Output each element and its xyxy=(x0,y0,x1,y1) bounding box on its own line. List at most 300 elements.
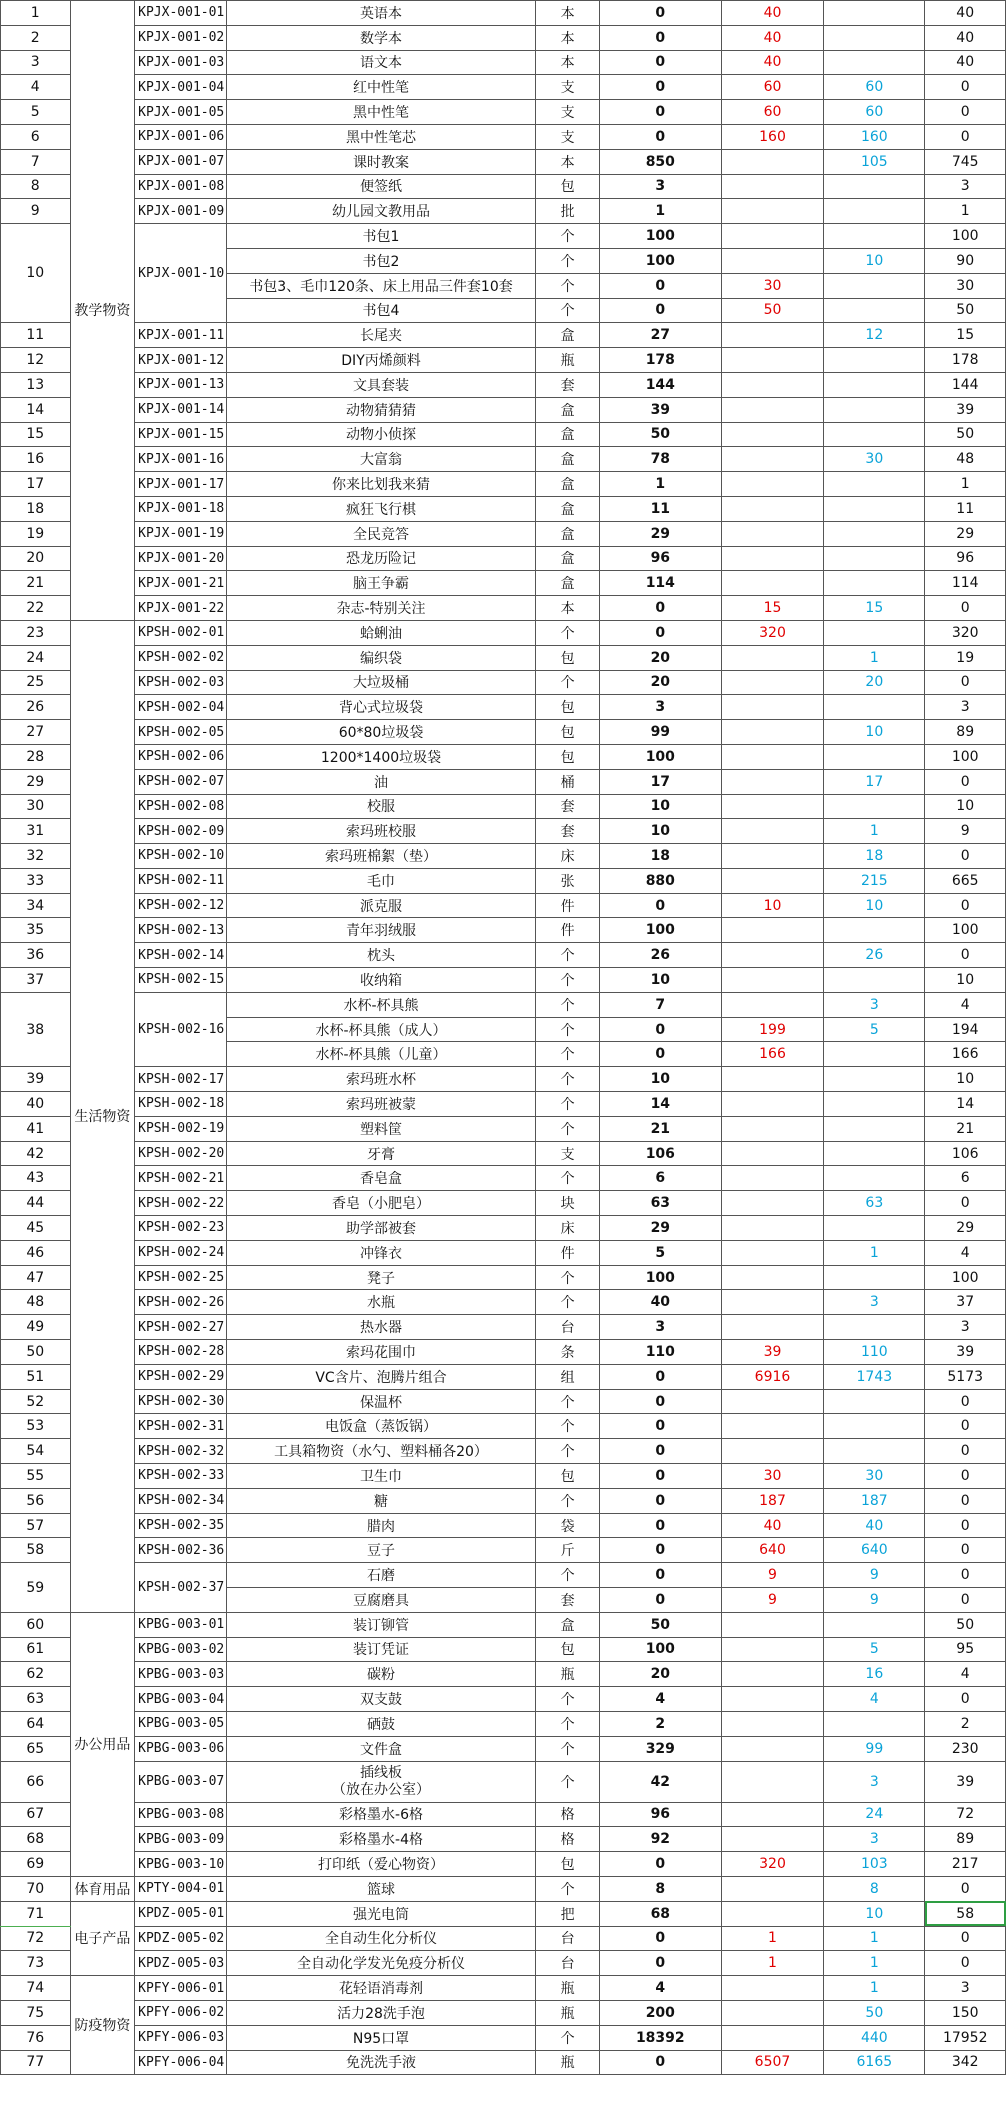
cell-inbound[interactable] xyxy=(721,397,823,422)
cell-seq-no[interactable]: 44 xyxy=(1,1191,71,1216)
cell-seq-no[interactable]: 40 xyxy=(1,1092,71,1117)
cell-balance[interactable]: 178 xyxy=(925,348,1006,373)
cell-opening-stock[interactable]: 0 xyxy=(599,298,721,323)
cell-item-name[interactable]: 索玛班校服 xyxy=(226,819,536,844)
cell-unit[interactable]: 个 xyxy=(536,943,599,968)
cell-seq-no[interactable]: 52 xyxy=(1,1389,71,1414)
cell-unit[interactable]: 个 xyxy=(536,224,599,249)
cell-inbound[interactable] xyxy=(721,199,823,224)
cell-inbound[interactable] xyxy=(721,447,823,472)
cell-item-name[interactable]: 豆子 xyxy=(226,1538,536,1563)
cell-opening-stock[interactable]: 0 xyxy=(599,1852,721,1877)
cell-opening-stock[interactable]: 5 xyxy=(599,1240,721,1265)
cell-item-name[interactable]: 恐龙历险记 xyxy=(226,546,536,571)
cell-inbound[interactable] xyxy=(721,1141,823,1166)
cell-inbound[interactable]: 60 xyxy=(721,75,823,100)
cell-balance[interactable]: 0 xyxy=(925,1588,1006,1613)
cell-outbound[interactable]: 50 xyxy=(824,2000,925,2025)
cell-item-name[interactable]: 脑王争霸 xyxy=(226,571,536,596)
cell-inbound[interactable] xyxy=(721,1290,823,1315)
cell-item-code[interactable]: KPSH-002-03 xyxy=(135,670,226,695)
cell-opening-stock[interactable]: 0 xyxy=(599,1926,721,1951)
cell-inbound[interactable] xyxy=(721,868,823,893)
cell-unit[interactable]: 台 xyxy=(536,1926,599,1951)
cell-opening-stock[interactable]: 200 xyxy=(599,2000,721,2025)
cell-seq-no[interactable]: 53 xyxy=(1,1414,71,1439)
cell-item-name[interactable]: 便签纸 xyxy=(226,174,536,199)
cell-seq-no[interactable]: 12 xyxy=(1,348,71,373)
cell-item-name[interactable]: 1200*1400垃圾袋 xyxy=(226,744,536,769)
cell-outbound[interactable] xyxy=(824,794,925,819)
cell-opening-stock[interactable]: 0 xyxy=(599,1513,721,1538)
cell-balance[interactable]: 0 xyxy=(925,844,1006,869)
cell-item-code[interactable]: KPSH-002-01 xyxy=(135,620,226,645)
cell-outbound[interactable]: 17 xyxy=(824,769,925,794)
cell-inbound[interactable] xyxy=(721,2000,823,2025)
cell-balance[interactable]: 14 xyxy=(925,1092,1006,1117)
cell-unit[interactable]: 个 xyxy=(536,1389,599,1414)
cell-unit[interactable]: 个 xyxy=(536,2025,599,2050)
cell-opening-stock[interactable]: 100 xyxy=(599,918,721,943)
cell-inbound[interactable] xyxy=(721,1092,823,1117)
cell-unit[interactable]: 台 xyxy=(536,1951,599,1976)
cell-opening-stock[interactable]: 144 xyxy=(599,372,721,397)
cell-unit[interactable]: 个 xyxy=(536,1736,599,1761)
cell-balance[interactable]: 40 xyxy=(925,50,1006,75)
cell-item-name[interactable]: 黑中性笔 xyxy=(226,100,536,125)
cell-item-name[interactable]: 全自动化学发光免疫分析仪 xyxy=(226,1951,536,1976)
cell-item-code[interactable]: KPBG-003-02 xyxy=(135,1637,226,1662)
cell-opening-stock[interactable]: 0 xyxy=(599,50,721,75)
cell-item-name[interactable]: 碳粉 xyxy=(226,1662,536,1687)
cell-inbound[interactable] xyxy=(721,496,823,521)
cell-item-name[interactable]: 疯狂飞行棋 xyxy=(226,496,536,521)
cell-outbound[interactable]: 24 xyxy=(824,1802,925,1827)
cell-item-name[interactable]: 热水器 xyxy=(226,1315,536,1340)
cell-unit[interactable]: 斤 xyxy=(536,1538,599,1563)
cell-item-code[interactable]: KPSH-002-28 xyxy=(135,1340,226,1365)
cell-unit[interactable]: 盒 xyxy=(536,422,599,447)
cell-unit[interactable]: 包 xyxy=(536,1637,599,1662)
cell-item-code[interactable]: KPSH-002-09 xyxy=(135,819,226,844)
cell-seq-no[interactable]: 55 xyxy=(1,1464,71,1489)
cell-seq-no[interactable]: 71 xyxy=(1,1901,71,1926)
cell-inbound[interactable]: 40 xyxy=(721,25,823,50)
cell-inbound[interactable] xyxy=(721,422,823,447)
cell-unit[interactable]: 支 xyxy=(536,124,599,149)
cell-outbound[interactable]: 1 xyxy=(824,1951,925,1976)
cell-seq-no[interactable]: 32 xyxy=(1,844,71,869)
cell-balance[interactable]: 9 xyxy=(925,819,1006,844)
cell-item-code[interactable]: KPFY-006-01 xyxy=(135,1976,226,2001)
cell-balance[interactable]: 48 xyxy=(925,447,1006,472)
cell-balance[interactable]: 4 xyxy=(925,1662,1006,1687)
cell-unit[interactable]: 瓶 xyxy=(536,1976,599,2001)
cell-item-name[interactable]: 水瓶 xyxy=(226,1290,536,1315)
cell-item-code[interactable]: KPJX-001-17 xyxy=(135,472,226,497)
cell-balance[interactable]: 17952 xyxy=(925,2025,1006,2050)
cell-opening-stock[interactable]: 10 xyxy=(599,819,721,844)
cell-seq-no[interactable]: 37 xyxy=(1,968,71,993)
cell-seq-no[interactable]: 51 xyxy=(1,1364,71,1389)
cell-balance[interactable]: 50 xyxy=(925,422,1006,447)
cell-balance[interactable]: 37 xyxy=(925,1290,1006,1315)
cell-balance[interactable]: 100 xyxy=(925,1265,1006,1290)
cell-unit[interactable]: 个 xyxy=(536,670,599,695)
cell-item-name[interactable]: 豆腐磨具 xyxy=(226,1588,536,1613)
cell-item-name[interactable]: 动物小侦探 xyxy=(226,422,536,447)
cell-balance[interactable]: 3 xyxy=(925,1976,1006,2001)
cell-opening-stock[interactable]: 0 xyxy=(599,1538,721,1563)
cell-opening-stock[interactable]: 0 xyxy=(599,1364,721,1389)
cell-inbound[interactable] xyxy=(721,1240,823,1265)
cell-balance[interactable]: 144 xyxy=(925,372,1006,397)
cell-item-code[interactable]: KPJX-001-18 xyxy=(135,496,226,521)
cell-unit[interactable]: 盒 xyxy=(536,447,599,472)
cell-item-code[interactable]: KPBG-003-04 xyxy=(135,1687,226,1712)
cell-outbound[interactable]: 10 xyxy=(824,248,925,273)
cell-item-code[interactable]: KPJX-001-04 xyxy=(135,75,226,100)
cell-seq-no[interactable]: 22 xyxy=(1,596,71,621)
cell-opening-stock[interactable]: 78 xyxy=(599,447,721,472)
cell-inbound[interactable] xyxy=(721,1166,823,1191)
cell-unit[interactable]: 盒 xyxy=(536,571,599,596)
cell-inbound[interactable]: 199 xyxy=(721,1017,823,1042)
cell-seq-no[interactable]: 74 xyxy=(1,1976,71,2001)
cell-item-code[interactable]: KPSH-002-17 xyxy=(135,1067,226,1092)
cell-item-code[interactable]: KPJX-001-07 xyxy=(135,149,226,174)
cell-item-code[interactable]: KPSH-002-19 xyxy=(135,1116,226,1141)
cell-outbound[interactable] xyxy=(824,422,925,447)
cell-seq-no[interactable]: 67 xyxy=(1,1802,71,1827)
cell-inbound[interactable] xyxy=(721,1414,823,1439)
cell-item-name[interactable]: 装订铆管 xyxy=(226,1612,536,1637)
cell-inbound[interactable] xyxy=(721,1612,823,1637)
cell-inbound[interactable] xyxy=(721,1389,823,1414)
cell-outbound[interactable]: 5 xyxy=(824,1637,925,1662)
cell-unit[interactable]: 瓶 xyxy=(536,1662,599,1687)
cell-balance[interactable]: 10 xyxy=(925,968,1006,993)
cell-item-code[interactable]: KPJX-001-01 xyxy=(135,1,226,26)
cell-opening-stock[interactable]: 0 xyxy=(599,893,721,918)
cell-item-name[interactable]: 强光电筒 xyxy=(226,1901,536,1926)
cell-seq-no[interactable]: 75 xyxy=(1,2000,71,2025)
cell-item-name[interactable]: 水杯-杯具熊（儿童） xyxy=(226,1042,536,1067)
cell-seq-no[interactable]: 57 xyxy=(1,1513,71,1538)
cell-item-name[interactable]: 油 xyxy=(226,769,536,794)
cell-unit[interactable]: 包 xyxy=(536,1852,599,1877)
cell-unit[interactable]: 把 xyxy=(536,1901,599,1926)
cell-seq-no[interactable]: 35 xyxy=(1,918,71,943)
cell-outbound[interactable] xyxy=(824,1216,925,1241)
cell-inbound[interactable] xyxy=(721,1761,823,1802)
cell-seq-no[interactable]: 68 xyxy=(1,1827,71,1852)
cell-unit[interactable]: 袋 xyxy=(536,1513,599,1538)
cell-inbound[interactable] xyxy=(721,1802,823,1827)
cell-balance[interactable]: 0 xyxy=(925,1488,1006,1513)
cell-item-name[interactable]: 杂志-特别关注 xyxy=(226,596,536,621)
cell-item-code[interactable]: KPFY-006-02 xyxy=(135,2000,226,2025)
cell-item-name[interactable]: 彩格墨水-6格 xyxy=(226,1802,536,1827)
cell-outbound[interactable]: 160 xyxy=(824,124,925,149)
cell-outbound[interactable]: 12 xyxy=(824,323,925,348)
cell-outbound[interactable]: 9 xyxy=(824,1588,925,1613)
cell-inbound[interactable] xyxy=(721,1637,823,1662)
cell-item-name[interactable]: 索玛花围巾 xyxy=(226,1340,536,1365)
cell-balance[interactable]: 3 xyxy=(925,174,1006,199)
cell-opening-stock[interactable]: 40 xyxy=(599,1290,721,1315)
cell-item-code[interactable]: KPTY-004-01 xyxy=(135,1876,226,1901)
cell-outbound[interactable] xyxy=(824,968,925,993)
cell-unit[interactable]: 支 xyxy=(536,75,599,100)
cell-item-code[interactable]: KPJX-001-10 xyxy=(135,224,226,323)
cell-unit[interactable]: 个 xyxy=(536,248,599,273)
cell-item-code[interactable]: KPSH-002-25 xyxy=(135,1265,226,1290)
cell-inbound[interactable] xyxy=(721,744,823,769)
cell-item-name[interactable]: 香皂（小肥皂） xyxy=(226,1191,536,1216)
cell-unit[interactable]: 盒 xyxy=(536,546,599,571)
cell-unit[interactable]: 件 xyxy=(536,893,599,918)
cell-item-code[interactable]: KPBG-003-05 xyxy=(135,1711,226,1736)
cell-item-code[interactable]: KPSH-002-05 xyxy=(135,720,226,745)
cell-item-name[interactable]: 凳子 xyxy=(226,1265,536,1290)
cell-item-name[interactable]: 卫生巾 xyxy=(226,1464,536,1489)
cell-item-name[interactable]: 篮球 xyxy=(226,1876,536,1901)
cell-outbound[interactable] xyxy=(824,25,925,50)
cell-outbound[interactable] xyxy=(824,397,925,422)
cell-item-code[interactable]: KPJX-001-03 xyxy=(135,50,226,75)
cell-seq-no[interactable]: 4 xyxy=(1,75,71,100)
cell-balance[interactable]: 1 xyxy=(925,472,1006,497)
cell-item-name[interactable]: 幼儿园文教用品 xyxy=(226,199,536,224)
cell-inbound[interactable] xyxy=(721,174,823,199)
cell-item-name[interactable]: 你来比划我来猜 xyxy=(226,472,536,497)
cell-seq-no[interactable]: 3 xyxy=(1,50,71,75)
cell-item-code[interactable]: KPSH-002-14 xyxy=(135,943,226,968)
cell-inbound[interactable]: 160 xyxy=(721,124,823,149)
cell-unit[interactable]: 盒 xyxy=(536,472,599,497)
cell-balance[interactable]: 0 xyxy=(925,1926,1006,1951)
cell-outbound[interactable]: 10 xyxy=(824,1901,925,1926)
cell-unit[interactable]: 个 xyxy=(536,1761,599,1802)
cell-inbound[interactable]: 40 xyxy=(721,50,823,75)
cell-balance[interactable]: 106 xyxy=(925,1141,1006,1166)
cell-item-name[interactable]: 文具套装 xyxy=(226,372,536,397)
cell-balance[interactable]: 29 xyxy=(925,521,1006,546)
cell-opening-stock[interactable]: 26 xyxy=(599,943,721,968)
cell-seq-no[interactable]: 42 xyxy=(1,1141,71,1166)
cell-item-name[interactable]: 长尾夹 xyxy=(226,323,536,348)
cell-opening-stock[interactable]: 29 xyxy=(599,521,721,546)
cell-inbound[interactable] xyxy=(721,720,823,745)
cell-unit[interactable]: 包 xyxy=(536,645,599,670)
cell-unit[interactable]: 套 xyxy=(536,1588,599,1613)
cell-balance[interactable]: 3 xyxy=(925,695,1006,720)
cell-outbound[interactable]: 1 xyxy=(824,819,925,844)
cell-outbound[interactable] xyxy=(824,348,925,373)
cell-seq-no[interactable]: 33 xyxy=(1,868,71,893)
cell-seq-no[interactable]: 41 xyxy=(1,1116,71,1141)
cell-item-code[interactable]: KPSH-002-11 xyxy=(135,868,226,893)
cell-item-name[interactable]: 糖 xyxy=(226,1488,536,1513)
cell-outbound[interactable] xyxy=(824,1414,925,1439)
cell-outbound[interactable] xyxy=(824,372,925,397)
cell-balance[interactable]: 39 xyxy=(925,397,1006,422)
cell-outbound[interactable] xyxy=(824,1092,925,1117)
cell-inbound[interactable] xyxy=(721,1439,823,1464)
cell-opening-stock[interactable]: 14 xyxy=(599,1092,721,1117)
cell-balance[interactable]: 2 xyxy=(925,1711,1006,1736)
cell-seq-no[interactable]: 9 xyxy=(1,199,71,224)
cell-outbound[interactable]: 60 xyxy=(824,100,925,125)
cell-opening-stock[interactable]: 329 xyxy=(599,1736,721,1761)
cell-item-name[interactable]: 索玛班棉絮（垫） xyxy=(226,844,536,869)
cell-item-code[interactable]: KPSH-002-13 xyxy=(135,918,226,943)
cell-seq-no[interactable]: 20 xyxy=(1,546,71,571)
cell-unit[interactable]: 本 xyxy=(536,1,599,26)
cell-outbound[interactable] xyxy=(824,1166,925,1191)
cell-item-code[interactable]: KPJX-001-12 xyxy=(135,348,226,373)
cell-inbound[interactable] xyxy=(721,248,823,273)
cell-inbound[interactable] xyxy=(721,1976,823,2001)
cell-opening-stock[interactable]: 178 xyxy=(599,348,721,373)
cell-opening-stock[interactable]: 0 xyxy=(599,2050,721,2075)
cell-unit[interactable]: 格 xyxy=(536,1802,599,1827)
cell-inbound[interactable] xyxy=(721,348,823,373)
cell-unit[interactable]: 个 xyxy=(536,968,599,993)
cell-seq-no[interactable]: 5 xyxy=(1,100,71,125)
cell-seq-no[interactable]: 59 xyxy=(1,1563,71,1613)
cell-item-name[interactable]: 书包1 xyxy=(226,224,536,249)
cell-unit[interactable]: 本 xyxy=(536,149,599,174)
cell-seq-no[interactable]: 30 xyxy=(1,794,71,819)
cell-balance[interactable]: 230 xyxy=(925,1736,1006,1761)
cell-unit[interactable]: 件 xyxy=(536,1240,599,1265)
cell-unit[interactable]: 个 xyxy=(536,1017,599,1042)
cell-item-name[interactable]: 电饭盒（蒸饭锅） xyxy=(226,1414,536,1439)
cell-outbound[interactable]: 1 xyxy=(824,1240,925,1265)
cell-unit[interactable]: 个 xyxy=(536,1876,599,1901)
cell-unit[interactable]: 包 xyxy=(536,720,599,745)
cell-opening-stock[interactable]: 0 xyxy=(599,1488,721,1513)
cell-unit[interactable]: 块 xyxy=(536,1191,599,1216)
cell-unit[interactable]: 包 xyxy=(536,174,599,199)
cell-item-name[interactable]: 课时教案 xyxy=(226,149,536,174)
cell-opening-stock[interactable]: 20 xyxy=(599,1662,721,1687)
cell-seq-no[interactable]: 73 xyxy=(1,1951,71,1976)
cell-inbound[interactable] xyxy=(721,968,823,993)
cell-inbound[interactable] xyxy=(721,224,823,249)
cell-inbound[interactable] xyxy=(721,769,823,794)
cell-inbound[interactable]: 39 xyxy=(721,1340,823,1365)
cell-balance[interactable]: 114 xyxy=(925,571,1006,596)
cell-seq-no[interactable]: 48 xyxy=(1,1290,71,1315)
cell-category[interactable]: 电子产品 xyxy=(70,1901,135,1975)
cell-balance[interactable]: 50 xyxy=(925,1612,1006,1637)
cell-item-code[interactable]: KPSH-002-06 xyxy=(135,744,226,769)
cell-balance[interactable]: 166 xyxy=(925,1042,1006,1067)
cell-seq-no[interactable]: 25 xyxy=(1,670,71,695)
cell-seq-no[interactable]: 29 xyxy=(1,769,71,794)
cell-item-name[interactable]: 校服 xyxy=(226,794,536,819)
cell-unit[interactable]: 桶 xyxy=(536,769,599,794)
cell-outbound[interactable]: 99 xyxy=(824,1736,925,1761)
cell-inbound[interactable]: 166 xyxy=(721,1042,823,1067)
cell-item-name[interactable]: 大垃圾桶 xyxy=(226,670,536,695)
cell-outbound[interactable]: 6165 xyxy=(824,2050,925,2075)
cell-item-name[interactable]: 免洗洗手液 xyxy=(226,2050,536,2075)
cell-balance[interactable]: 0 xyxy=(925,1563,1006,1588)
cell-item-code[interactable]: KPJX-001-15 xyxy=(135,422,226,447)
cell-opening-stock[interactable]: 2 xyxy=(599,1711,721,1736)
cell-item-name[interactable]: DIY丙烯颜料 xyxy=(226,348,536,373)
cell-outbound[interactable]: 20 xyxy=(824,670,925,695)
cell-outbound[interactable] xyxy=(824,298,925,323)
cell-opening-stock[interactable]: 20 xyxy=(599,670,721,695)
cell-unit[interactable]: 套 xyxy=(536,794,599,819)
cell-outbound[interactable]: 1 xyxy=(824,645,925,670)
cell-item-name[interactable]: 书包2 xyxy=(226,248,536,273)
cell-opening-stock[interactable]: 17 xyxy=(599,769,721,794)
cell-opening-stock[interactable]: 10 xyxy=(599,1067,721,1092)
cell-opening-stock[interactable]: 0 xyxy=(599,1414,721,1439)
cell-item-code[interactable]: KPJX-001-06 xyxy=(135,124,226,149)
cell-item-name[interactable]: N95口罩 xyxy=(226,2025,536,2050)
cell-item-code[interactable]: KPJX-001-20 xyxy=(135,546,226,571)
cell-item-name[interactable]: 插线板 （放在办公室） xyxy=(226,1761,536,1802)
cell-balance[interactable]: 4 xyxy=(925,1240,1006,1265)
cell-item-code[interactable]: KPJX-001-21 xyxy=(135,571,226,596)
cell-outbound[interactable]: 3 xyxy=(824,992,925,1017)
cell-opening-stock[interactable]: 29 xyxy=(599,1216,721,1241)
cell-seq-no[interactable]: 2 xyxy=(1,25,71,50)
cell-opening-stock[interactable]: 4 xyxy=(599,1687,721,1712)
cell-category[interactable]: 体育用品 xyxy=(70,1876,135,1901)
cell-unit[interactable]: 盒 xyxy=(536,1612,599,1637)
cell-item-name[interactable]: 硒鼓 xyxy=(226,1711,536,1736)
cell-item-name[interactable]: 派克服 xyxy=(226,893,536,918)
cell-outbound[interactable]: 187 xyxy=(824,1488,925,1513)
cell-balance[interactable]: 0 xyxy=(925,1439,1006,1464)
cell-opening-stock[interactable]: 0 xyxy=(599,620,721,645)
cell-seq-no[interactable]: 70 xyxy=(1,1876,71,1901)
cell-item-code[interactable]: KPFY-006-03 xyxy=(135,2025,226,2050)
cell-seq-no[interactable]: 17 xyxy=(1,472,71,497)
cell-opening-stock[interactable]: 0 xyxy=(599,1588,721,1613)
cell-unit[interactable]: 瓶 xyxy=(536,348,599,373)
cell-seq-no[interactable]: 61 xyxy=(1,1637,71,1662)
cell-item-name[interactable]: 水杯-杯具熊（成人） xyxy=(226,1017,536,1042)
cell-seq-no[interactable]: 49 xyxy=(1,1315,71,1340)
cell-outbound[interactable] xyxy=(824,1,925,26)
cell-inbound[interactable]: 320 xyxy=(721,620,823,645)
cell-balance[interactable]: 39 xyxy=(925,1761,1006,1802)
cell-item-code[interactable]: KPSH-002-37 xyxy=(135,1563,226,1613)
cell-item-code[interactable]: KPSH-002-24 xyxy=(135,1240,226,1265)
cell-balance[interactable]: 0 xyxy=(925,1389,1006,1414)
cell-item-name[interactable]: 大富翁 xyxy=(226,447,536,472)
cell-inbound[interactable] xyxy=(721,1901,823,1926)
cell-item-name[interactable]: 枕头 xyxy=(226,943,536,968)
cell-balance[interactable]: 0 xyxy=(925,75,1006,100)
cell-item-name[interactable]: 60*80垃圾袋 xyxy=(226,720,536,745)
cell-item-code[interactable]: KPSH-002-18 xyxy=(135,1092,226,1117)
cell-outbound[interactable]: 9 xyxy=(824,1563,925,1588)
cell-balance[interactable]: 0 xyxy=(925,1513,1006,1538)
cell-inbound[interactable]: 9 xyxy=(721,1588,823,1613)
cell-seq-no[interactable]: 64 xyxy=(1,1711,71,1736)
cell-opening-stock[interactable]: 0 xyxy=(599,25,721,50)
